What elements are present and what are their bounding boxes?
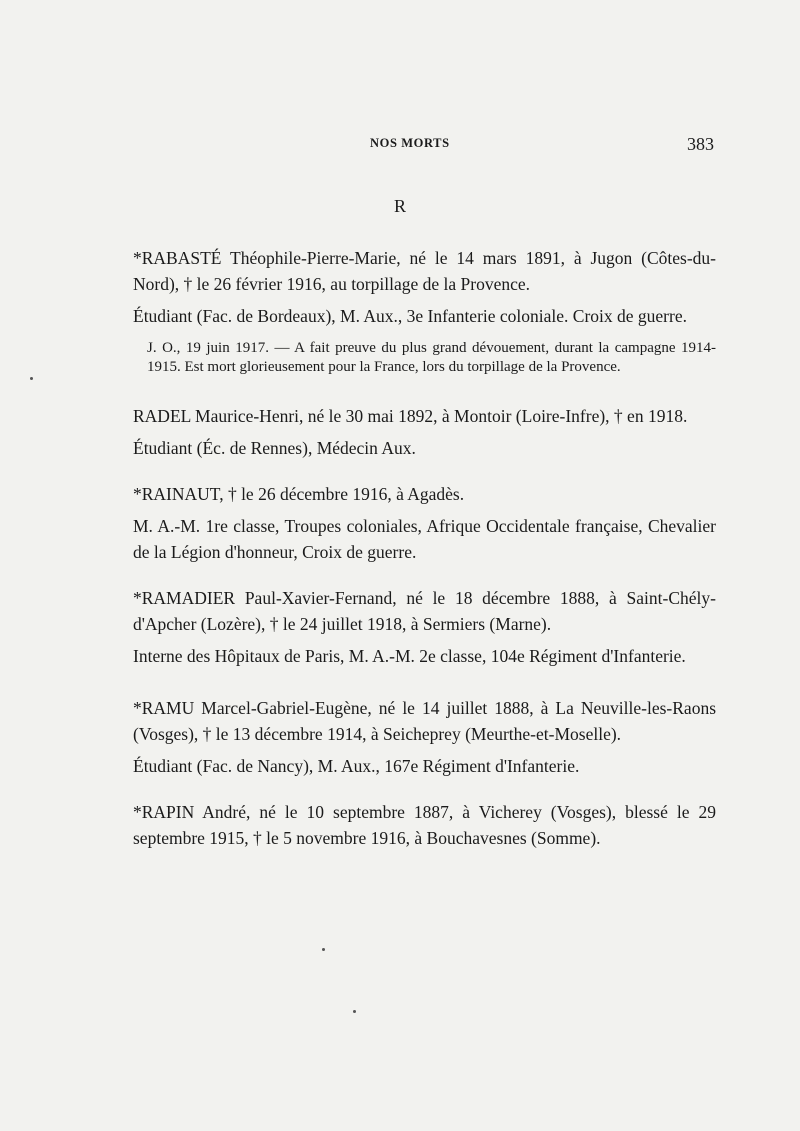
page-header <box>134 136 714 160</box>
entry-rainaut <box>133 481 716 565</box>
entry-heading: *RAMADIER Paul-Xavier-Fernand, né le 18 décembre 1888, à Saint-Chély-d'Apcher (Lozère), † le 24 juillet 1918, à Sermiers (Marne). <box>133 588 716 634</box>
running-title: NOS MORTS <box>370 136 450 150</box>
entry-heading: RADEL Maurice-Henri, né le 30 mai 1892, à Montoir (Loire-Infre), † en 1918. <box>133 406 688 426</box>
entry-heading: *RABASTÉ Théophile-Pierre-Marie, né le 14 mars 1891, à Jugon (Côtes-du-Nord), † le 26 février 1916, au torpillage de la Provence. <box>133 248 716 294</box>
entry-heading: *RAPIN André, né le 10 septembre 1887, à Vicherey (Vosges), blessé le 29 septembre 1915, † le 5 novembre 1916, à Bouchavesnes (Somme). <box>133 802 716 848</box>
entry-ramadier <box>133 585 716 669</box>
print-speck <box>30 377 33 380</box>
entry-ramu <box>133 695 716 779</box>
entry-rapin <box>133 799 716 851</box>
entry-radel <box>133 403 716 461</box>
entry-heading: *RAMU Marcel-Gabriel-Eugène, né le 14 juillet 1888, à La Neuville-les-Raons (Vosges), † le 13 décembre 1914, à Seicheprey (Meurthe-et-Moselle). <box>133 698 716 744</box>
entry-details: Étudiant (Éc. de Rennes), Médecin Aux. <box>133 438 416 458</box>
entry-details: M. A.-M. 1re classe, Troupes coloniales, Afrique Occidentale française, Chevalier de la Légion d'honneur, Croix de guerre. <box>133 516 716 562</box>
entry-rabaste <box>133 245 716 377</box>
page-number: 383 <box>687 134 714 154</box>
entry-details: Étudiant (Fac. de Nancy), M. Aux., 167e Régiment d'Infanterie. <box>133 756 580 776</box>
entry-details: Interne des Hôpitaux de Paris, M. A.-M. 2e classe, 104e Régiment d'Infanterie. <box>133 646 686 666</box>
entry-citation: J. O., 19 juin 1917. — A fait preuve du plus grand dévouement, durant la campagne 1914-1915. Est mort glorieusement pour la France, lors du torpillage de la Provence. <box>147 340 716 375</box>
print-speck <box>353 1010 356 1013</box>
entry-heading: *RAINAUT, † le 26 décembre 1916, à Agadès. <box>133 484 465 504</box>
section-letter: R <box>393 196 406 216</box>
entries-list <box>133 245 716 851</box>
entry-details: Étudiant (Fac. de Bordeaux), M. Aux., 3e Infanterie coloniale. Croix de guerre. <box>133 306 687 326</box>
print-speck <box>322 948 325 951</box>
